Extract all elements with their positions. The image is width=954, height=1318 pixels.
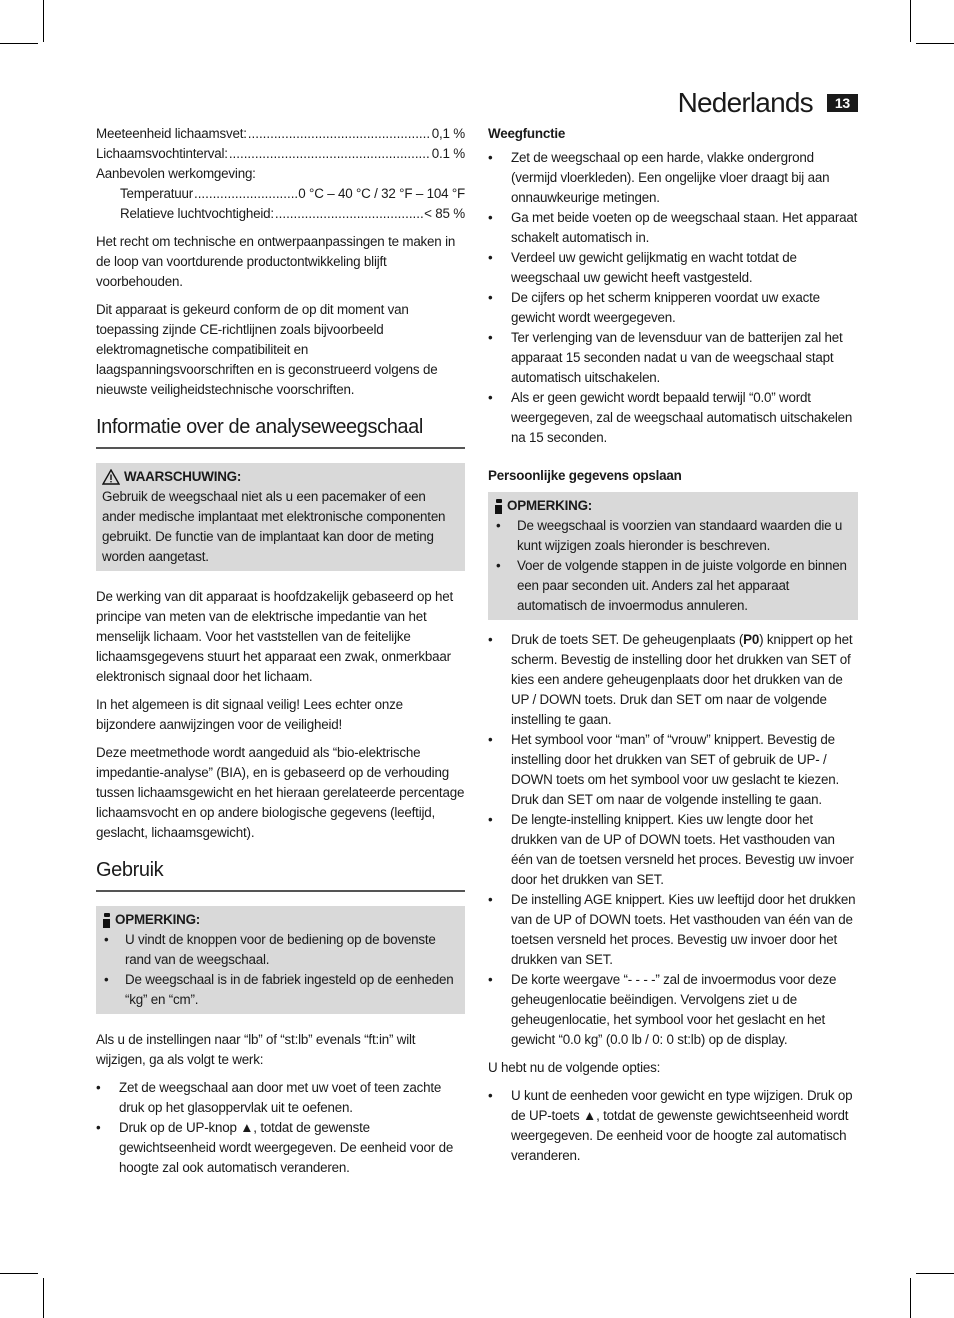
page-header <box>678 86 858 120</box>
spec-label: Temperatuur <box>120 186 193 201</box>
crop-mark <box>43 1278 44 1318</box>
crop-mark <box>43 0 44 42</box>
list-item: • De weegschaal is voorzien van standaard waarden die u kunt wijzigen zoals hieronder is beschreven. <box>494 516 852 556</box>
spec-value: 0.1 % <box>431 146 465 161</box>
spec-label: Relatieve luchtvochtigheid: <box>120 206 274 221</box>
list-item: • Verdeel uw gewicht gelijkmatig en wacht totdat de weegschaal uw gewicht heeft vastgesteld. <box>488 248 858 288</box>
subheading: Persoonlijke gegevens opslaan <box>488 468 682 483</box>
list-item: • Zet de weegschaal aan door met uw voet of teen zachte druk op het glasoppervlak uit te oefenen. <box>96 1078 465 1118</box>
crop-mark <box>910 0 911 42</box>
paragraph: Het recht om technische en ontwerpaanpassingen te maken in de loop van voortdurende productontwikkeling blijft voorbehouden. <box>96 234 456 289</box>
page-number: 13 <box>827 94 858 112</box>
crop-mark <box>916 43 954 44</box>
subheading: Weegfunctie <box>488 126 566 141</box>
list-item: • De cijfers op het scherm knipperen voordat uw exacte gewicht wordt weergegeven. <box>488 288 858 328</box>
spec-row <box>96 184 465 204</box>
info-icon <box>494 499 503 514</box>
note-box <box>96 906 465 1014</box>
list-item: • Druk de toets SET. De geheugenplaats (P0) knippert op het scherm. Bevestig de instelling door het drukken van SET of kies een andere geheugenplaats door het drukken van de UP / DOWN toets. Druk dan SET om naar de volgende instelling te gaan. <box>488 630 858 730</box>
spec-row <box>96 144 465 164</box>
info-icon <box>102 913 111 928</box>
spec-value: 0,1 % <box>431 126 465 141</box>
list-item: • U vindt de knoppen voor de bediening op de bovenste rand van de weegschaal. <box>102 930 459 970</box>
list-item: • Ga met beide voeten op de weegschaal staan. Het apparaat schakelt automatisch in. <box>488 208 858 248</box>
list-item: • Zet de weegschaal op een harde, vlakke ondergrond (vermijd vloerkleden). Een ongelijke vloer draagt bij aan onnauwkeurige metingen. <box>488 148 858 208</box>
list-item: • Voer de volgende stappen in de juiste volgorde en binnen een paar seconden uit. Anders zal het apparaat automatisch de invoermodus annuleren. <box>494 556 852 616</box>
list-item: • De instelling AGE knippert. Kies uw leeftijd door het drukken van de UP of DOWN toets. Het vasthouden van één van de toetsen versneld het proces. Bevestig uw invoer door het drukken van SET. <box>488 890 858 970</box>
env-heading: Aanbevolen werkomgeving: <box>96 166 256 181</box>
warning-box <box>96 463 465 571</box>
crop-mark <box>916 1273 954 1274</box>
list-item: • Het symbool voor “man” of “vrouw” knippert. Bevestig de instelling door het drukken van SET of gebruik de UP- / DOWN toets om het symbool voor uw geslacht te kiezen. Druk dan SET om naar de volgende instelling te gaan. <box>488 730 858 810</box>
list-item: • De lengte-instelling knippert. Kies uw lengte door het drukken van de UP of DOWN toets. Het vasthouden van één van de toetsen versneld het proces. Bevestig uw invoer door het drukken van SET. <box>488 810 858 890</box>
spec-row <box>96 204 465 224</box>
paragraph: Als u de instellingen naar “lb” of “st:lb” evenals “ft:in” wilt wijzigen, ga als volgt te werk: <box>96 1032 416 1067</box>
note-title: OPMERKING: <box>102 910 459 930</box>
section-heading: Informatie over de analyseweegschaal <box>96 414 465 449</box>
crop-mark <box>910 1278 911 1318</box>
list-item: • U kunt de eenheden voor gewicht en type wijzigen. Druk op de UP-toets ▲, totdat de gewenste gewichtseenheid wordt weergegeven. De eenheid voor de hoogte zal automatisch veranderen. <box>488 1086 858 1166</box>
paragraph: In het algemeen is dit signaal veilig! Lees echter onze bijzondere aanwijzingen voor de veiligheid! <box>96 697 403 732</box>
spec-value: 0 °C – 40 °C / 32 °F – 104 °F <box>298 186 465 201</box>
language-title: Nederlands <box>677 87 813 118</box>
warning-title: WAARSCHUWING: <box>102 467 459 487</box>
paragraph: De werking van dit apparaat is hoofdzakelijk gebaseerd op het principe van meten van de elektrische impedantie van het menselijk lichaam. Voor het vaststellen van de feitelijke lichaamsgegevens stuurt het apparaat een zwak, onmerkbaar elektronisch signaal door het lichaam. <box>96 589 454 684</box>
note-box <box>488 492 858 620</box>
left-column <box>96 124 465 1186</box>
paragraph: U hebt nu de volgende opties: <box>488 1060 661 1075</box>
note-title: OPMERKING: <box>494 496 852 516</box>
spec-value: < 85 % <box>424 206 465 221</box>
list-item: • Druk op de UP-knop ▲, totdat de gewenste gewichtseenheid wordt weergegeven. De eenheid voor de hoogte zal ook automatisch veranderen. <box>96 1118 465 1178</box>
paragraph: Deze meetmethode wordt aangeduid als “bio-elektrische impedantie-analyse” (BIA), en is gebaseerd op de verhouding tussen lichaamsgewicht en het hieraan gerelateerde percentage lichaamsvocht en op andere biologische gegevens (leeftijd, geslacht, lichaamsgewicht). <box>96 745 465 840</box>
spec-label: Meeteenheid lichaamsvet: <box>96 126 247 141</box>
crop-mark <box>0 1273 38 1274</box>
list-item: • De weegschaal is in de fabriek ingesteld op de eenheden “kg” en “cm”. <box>102 970 459 1010</box>
list-item: • Als er geen gewicht wordt bepaald terwijl “0.0” wordt weergegeven, zal de weegschaal automatisch uitschakelen na 15 seconden. <box>488 388 858 448</box>
paragraph: Dit apparaat is gekeurd conform de op dit moment van toepassing zijnde CE-richtlijnen zoals bijvoorbeeld elektromagnetische compatibiliteit en laagspanningsvoorschriften en is geconstrueerd volgens de nieuwste veiligheidstechnische voorschriften. <box>96 302 438 397</box>
memory-code: P0 <box>743 632 760 647</box>
right-column <box>488 124 858 1174</box>
list-item: • De korte weergave “- - - -” zal de invoermodus voor deze geheugenlocatie beëindigen. Vervolgens ziet u de geheugenlocatie, het symbool voor het geslacht en het gewicht “0.0 kg” (0.0 lb / 0: 0 st:lb) op de display. <box>488 970 858 1050</box>
spec-label: Lichaamsvochtinterval: <box>96 146 228 161</box>
crop-mark <box>0 43 38 44</box>
list-item: • Ter verlenging van de levensduur van de batterijen zal het apparaat 15 seconden nadat u van de weegschaal stapt automatisch uitschakelen. <box>488 328 858 388</box>
section-heading: Gebruik <box>96 857 465 892</box>
spec-row <box>96 124 465 144</box>
warning-text: Gebruik de weegschaal niet als u een pacemaker of een ander medische implantaat met elektronische componenten gebruikt. De functie van de implantaat kan door de meting worden aangetast. <box>102 489 446 564</box>
warning-icon <box>102 469 120 485</box>
